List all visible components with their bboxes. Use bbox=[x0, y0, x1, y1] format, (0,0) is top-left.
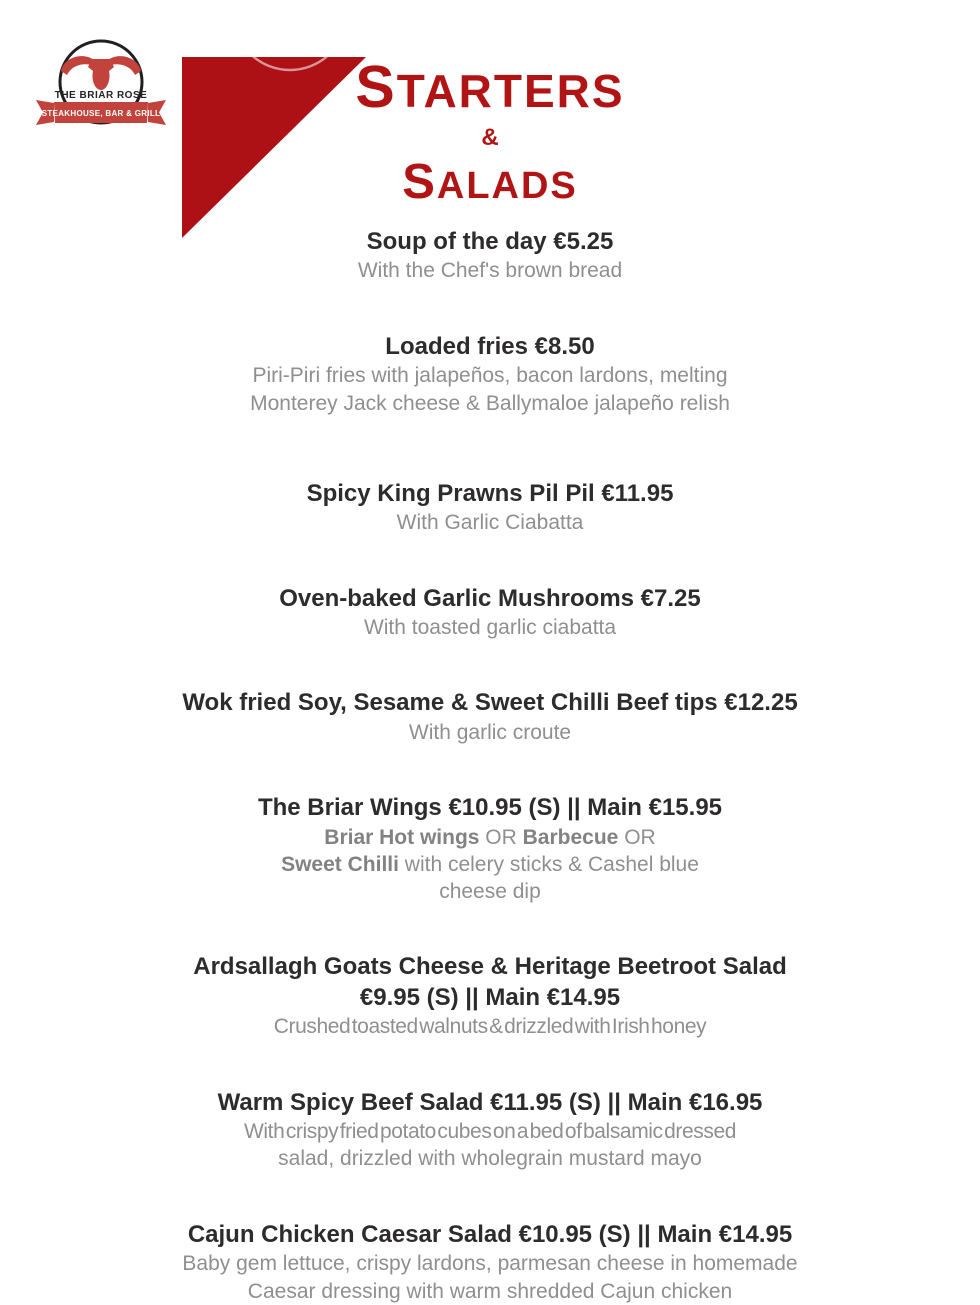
description-segment: Monterey Jack cheese & Ballymaloe jalapeño relish bbox=[250, 391, 730, 415]
description-segment: Crushed toasted walnuts & drizzled with Irish honey bbox=[273, 1015, 707, 1039]
title-ampersand: & bbox=[481, 124, 499, 151]
description-segment: With Garlic Ciabatta bbox=[396, 511, 584, 535]
menu-item-title: €9.95 (S) || Main €14.95 bbox=[359, 983, 621, 1011]
menu-item-description bbox=[0, 362, 980, 389]
menu-item-description bbox=[0, 719, 980, 746]
menu-item-title: Soup of the day €5.25 bbox=[366, 228, 614, 255]
menu-item-title: Loaded fries €8.50 bbox=[385, 332, 595, 360]
menu-item-title: Warm Spicy Beef Salad €11.95 (S) || Main €16.95 bbox=[217, 1088, 763, 1116]
menu-item-description bbox=[0, 1118, 980, 1145]
menu-list bbox=[0, 227, 980, 1305]
menu-item bbox=[0, 1220, 980, 1305]
menu-item bbox=[0, 479, 980, 537]
menu-item bbox=[0, 1088, 980, 1173]
menu-item bbox=[0, 227, 980, 285]
menu-item-title: Spicy King Prawns Pil Pil €11.95 bbox=[306, 479, 674, 507]
menu-item-title: Oven-baked Garlic Mushrooms €7.25 bbox=[279, 584, 701, 612]
description-segment: OR bbox=[618, 825, 656, 849]
menu-item-description bbox=[0, 1278, 980, 1305]
description-bold-segment: Briar Hot wings bbox=[324, 825, 480, 849]
menu-item-description bbox=[0, 1250, 980, 1277]
description-segment: With the Chef's brown bread bbox=[357, 259, 623, 283]
menu-item-description bbox=[0, 824, 980, 851]
menu-item bbox=[0, 952, 980, 1040]
menu-item-title: Wok fried Soy, Sesame & Sweet Chilli Beef tips €12.25 bbox=[182, 689, 798, 717]
description-segment: Baby gem lettuce, crispy lardons, parmesan cheese in homemade bbox=[182, 1252, 798, 1276]
description-segment: With crispy fried potato cubes on a bed of balsamic dressed bbox=[243, 1120, 737, 1144]
longhorn-bull-icon bbox=[30, 34, 172, 138]
description-segment: salad, drizzled with wholegrain mustard mayo bbox=[278, 1147, 702, 1171]
menu-item-description bbox=[0, 878, 980, 905]
menu-item-description bbox=[0, 614, 980, 641]
description-segment: Piri-Piri fries with jalapeños, bacon lardons, melting bbox=[252, 364, 728, 388]
description-segment: with celery sticks & Cashel blue bbox=[398, 852, 699, 876]
menu-item-description bbox=[0, 851, 980, 878]
menu-item bbox=[0, 332, 980, 417]
menu-item-title: Cajun Chicken Caesar Salad €10.95 (S) || Main €14.95 bbox=[187, 1220, 793, 1248]
menu-item bbox=[0, 793, 980, 905]
description-bold-segment: Sweet Chilli bbox=[281, 852, 399, 876]
logo-name-text: THE BRIAR ROSE bbox=[54, 90, 148, 101]
description-segment: Caesar dressing with warm shredded Cajun chicken bbox=[247, 1279, 733, 1303]
menu-item-description bbox=[0, 390, 980, 417]
menu-item-description bbox=[0, 257, 980, 284]
description-bold-segment: Barbecue bbox=[522, 825, 619, 849]
menu-item bbox=[0, 688, 980, 746]
description-segment: cheese dip bbox=[439, 880, 541, 904]
menu-item-description bbox=[0, 1145, 980, 1172]
menu-item-description bbox=[0, 1013, 980, 1040]
logo-tagline-text: STEAKHOUSE, BAR & GRILL bbox=[41, 109, 161, 118]
menu-item-title: Ardsallagh Goats Cheese & Heritage Beetroot Salad bbox=[193, 953, 787, 981]
corner-triangle-decoration bbox=[182, 57, 366, 238]
page-subtitle: SALADS bbox=[402, 155, 578, 209]
menu-item bbox=[0, 584, 980, 642]
menu-item-title: The Briar Wings €10.95 (S) || Main €15.95 bbox=[257, 794, 723, 822]
page-title: STARTERS bbox=[355, 54, 625, 120]
description-segment: OR bbox=[479, 825, 523, 849]
menu-item-description bbox=[0, 509, 980, 536]
description-segment: With garlic croute bbox=[408, 720, 572, 744]
description-segment: With toasted garlic ciabatta bbox=[363, 616, 617, 640]
restaurant-logo bbox=[30, 34, 172, 138]
